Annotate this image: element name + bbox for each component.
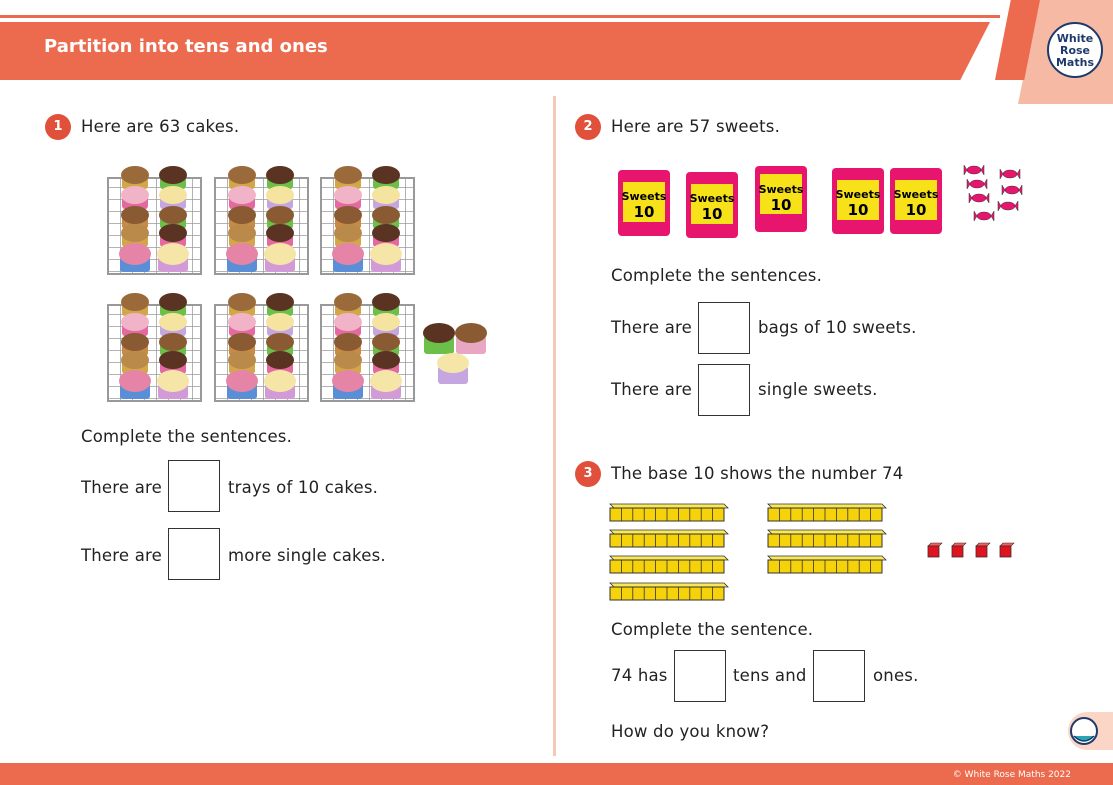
sweet-bag-value: 10 [770, 196, 792, 214]
single-sweets [964, 165, 1022, 221]
q2-line2-post: single sweets. [758, 380, 878, 399]
question-2-intro: Here are 57 sweets. [611, 117, 781, 136]
question-2-prompt: Complete the sentences. [611, 266, 823, 285]
sweet-bag-label: Sweets [758, 183, 804, 196]
q1-line2-post: more single cakes. [228, 546, 386, 565]
q3-line-pre: 74 has [611, 666, 668, 685]
sweet-bag-value: 10 [633, 203, 655, 221]
q2-line1-post: bags of 10 sweets. [758, 318, 917, 337]
question-1-prompt: Complete the sentences. [81, 427, 293, 446]
q3-ones-answer-box[interactable] [813, 650, 865, 702]
sweet-bag-label: Sweets [689, 192, 735, 205]
sweet-bag-value: 10 [701, 205, 723, 223]
question-3-badge: 3 [575, 461, 601, 487]
footer-bar [0, 763, 1113, 785]
question-3-prompt: Complete the sentence. [611, 620, 814, 639]
q3-line-post: ones. [873, 666, 919, 685]
sweet-bag-value: 10 [905, 201, 927, 219]
q1-single-cakes-answer-box[interactable] [168, 528, 220, 580]
cakes-illustration [102, 158, 502, 403]
q3-line-mid: tens and [733, 666, 807, 685]
sweet-bag [832, 168, 884, 234]
q3-reasoning-question: How do you know? [611, 722, 770, 741]
q2-line1-pre: There are [611, 318, 692, 337]
sweet-bag [618, 170, 670, 236]
sweet-bag-label: Sweets [835, 188, 881, 201]
sweet-bag-label: Sweets [893, 188, 939, 201]
question-1-badge: 1 [45, 114, 71, 140]
q3-tens-answer-box[interactable] [674, 650, 726, 702]
sweet-bag [890, 168, 942, 234]
q1-line1-pre: There are [81, 478, 162, 497]
q1-line2-pre: There are [81, 546, 162, 565]
copyright-text: © White Rose Maths 2022 [952, 770, 1071, 780]
white-rose-maths-logo: White Rose Maths [1047, 22, 1103, 78]
speech-bubble-icon[interactable] [1068, 716, 1100, 748]
q2-bags-answer-box[interactable] [698, 302, 750, 354]
page-title: Partition into tens and ones [44, 36, 328, 57]
question-2-badge: 2 [575, 114, 601, 140]
q1-line1-post: trays of 10 cakes. [228, 478, 379, 497]
sweet-bag-label: Sweets [621, 190, 667, 203]
question-3-intro: The base 10 shows the number 74 [611, 464, 904, 483]
question-1-intro: Here are 63 cakes. [81, 117, 240, 136]
sweet-bag [686, 172, 738, 238]
q2-single-sweets-answer-box[interactable] [698, 364, 750, 416]
sweets-illustration [612, 160, 1032, 240]
header-top-line [0, 15, 1000, 18]
base-10-blocks [608, 500, 1028, 605]
q1-trays-answer-box[interactable] [168, 460, 220, 512]
sweet-bag-value: 10 [847, 201, 869, 219]
column-divider [553, 96, 556, 756]
q2-line2-pre: There are [611, 380, 692, 399]
sweet-bag [755, 166, 807, 232]
